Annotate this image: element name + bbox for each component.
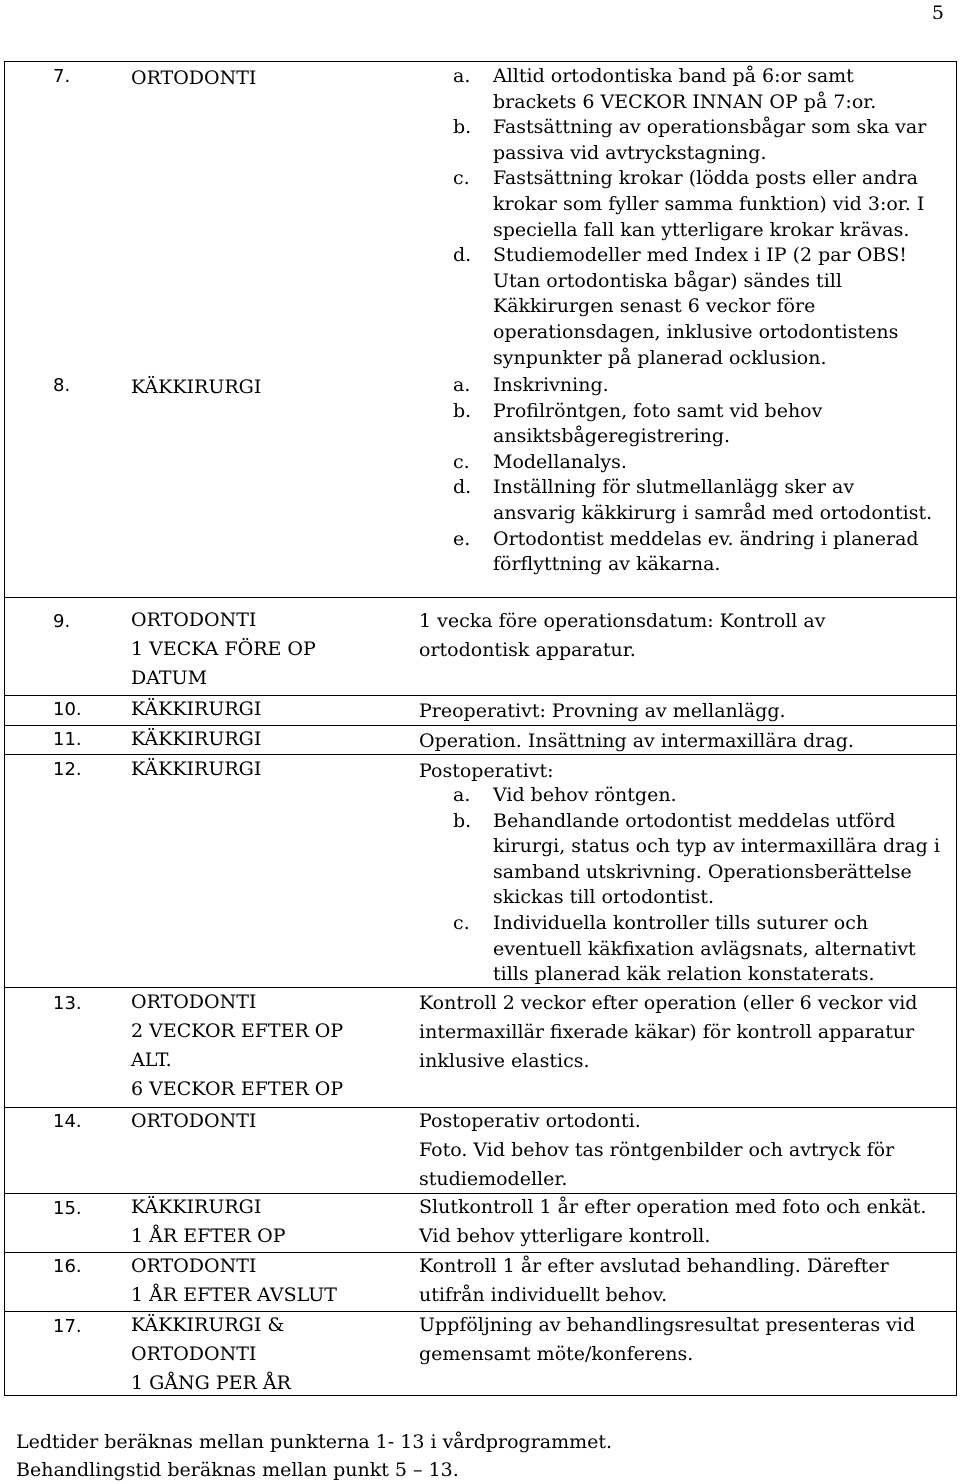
step-number: 10. [53,699,82,720]
list-item: d. Studiemodeller med Index i IP (2 par OBS! Utan ortodontiska bågar) sändes till Käkkirurgen senast 6 veckor före operationsdagen, inklusive ortodontistens synpunkter på planerad ocklusion. [453,244,907,369]
footer-notes [16,1428,612,1484]
step-role: KÄKKIRURGI & ORTODONTI 1 GÅNG PER ÅR [131,1314,291,1394]
list-item: a. Alltid ortodontiska band på 6:or samt brackets 6 VECKOR INNAN OP på 7:or. [453,65,877,113]
list-item: a. Vid behov röntgen. [453,784,677,806]
step-role: KÄKKIRURGI [131,728,262,750]
list-item: c. Individuella kontroller tills suturer och eventuell käkfixation avlägsnats, alternativt tills planerad käk relation konstaterats. [453,911,916,986]
step-description: Kontroll 2 veckor efter operation (eller 6 veckor vid intermaxillär fixerade käkar) för kontroll apparatur inklusive elastics. [419,992,918,1072]
step-number: 15. [53,1198,82,1219]
step-number: 8. [53,375,71,396]
step-role: KÄKKIRURGI [131,376,262,398]
step-number: 7. [53,66,71,87]
list-item: c. Fastsättning krokar (lödda posts eller andra krokar som fyller samma funktion) vid 3:or. I speciella fall kan ytterligare krokar krävas. [453,167,925,241]
step-number: 17. [53,1316,82,1337]
step-number: 9. [53,611,71,632]
list-item: e. Ortodontist meddelas ev. ändring i planerad förflyttning av käkarna. [453,527,919,576]
step-role: KÄKKIRURGI 1 ÅR EFTER OP [131,1196,286,1247]
page-number: 5 [931,2,944,24]
step-8-list [453,373,942,578]
step-description: Uppföljning av behandlingsresultat presenteras vid gemensamt möte/konferens. [419,1314,916,1365]
step-number: 14. [53,1111,82,1132]
care-program-table [4,61,957,1396]
step-role: ORTODONTI 1 ÅR EFTER AVSLUT [131,1255,337,1306]
step-description: Postoperativ ortodonti. Foto. Vid behov tas röntgenbilder och avtryck för studiemodeller. [419,1110,895,1190]
list-item: b. Behandlande ortodontist meddelas utförd kirurgi, status och typ av intermaxillära drag i samband utskrivning. Operationsberättelse skickas till ortodontist. [453,809,940,909]
list-item: d. Inställning för slutmellanlägg sker av ansvarig käkkirurg i samråd med ortodontist. [453,476,933,524]
step-12-list [453,783,942,988]
step-7-list [453,64,942,371]
step-role: ORTODONTI [131,67,257,89]
step-number: 12. [53,759,82,780]
list-item: a. Inskrivning. [453,374,609,396]
step-role: KÄKKIRURGI [131,698,262,720]
step-role: ORTODONTI 1 VECKA FÖRE OP DATUM [131,609,316,689]
step-description: Preoperativt: Provning av mellanlägg. [419,700,786,722]
row-divider [5,597,956,598]
step-number: 11. [53,729,82,750]
step-number: 13. [53,993,82,1014]
list-item: b. Profilröntgen, foto samt vid behov ansiktsbågeregistrering. [453,399,823,448]
list-item: c. Modellanalys. [453,450,627,473]
step-description: Kontroll 1 år efter avslutad behandling. Därefter utifrån individuellt behov. [419,1255,889,1306]
step-description: Slutkontroll 1 år efter operation med foto och enkät. Vid behov ytterligare kontroll. [419,1196,927,1247]
step-role: KÄKKIRURGI [131,758,262,780]
step-role: ORTODONTI [131,1110,257,1132]
step-description: Operation. Insättning av intermaxillära drag. [419,730,854,752]
footer-line: Ledtider beräknas mellan punkterna 1- 13 i vårdprogrammet. [16,1431,613,1453]
step-description: Postoperativt: [419,760,554,782]
footer-line: Behandlingstid beräknas mellan punkt 5 – 13. [16,1459,459,1481]
list-item: b. Fastsättning av operationsbågar som ska var passiva vid avtryckstagning. [453,116,927,164]
step-role: ORTODONTI 2 VECKOR EFTER OP ALT. 6 VECKOR EFTER OP [131,991,344,1100]
step-number: 16. [53,1256,82,1277]
step-description: 1 vecka före operationsdatum: Kontroll av ortodontisk apparatur. [419,610,826,661]
